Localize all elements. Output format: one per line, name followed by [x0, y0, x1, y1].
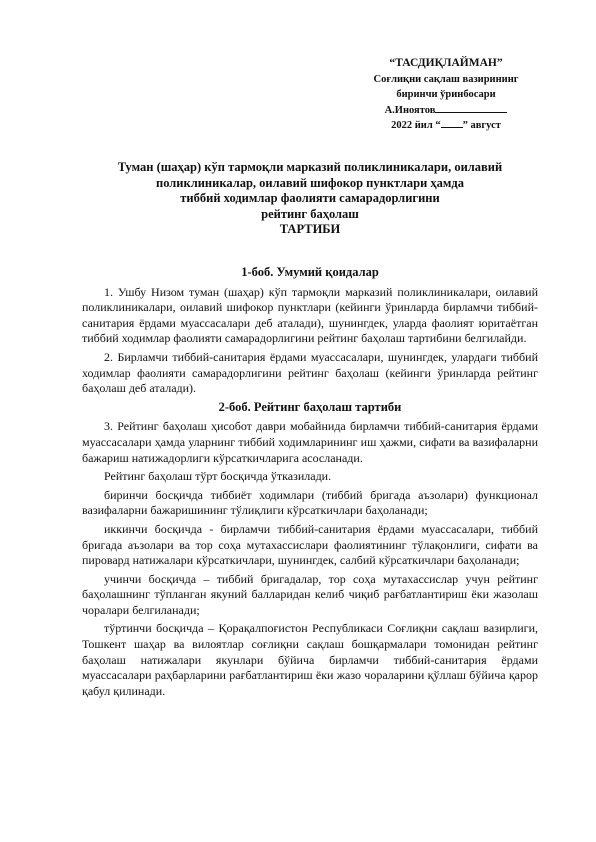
paragraph: учинчи босқичда – тиббий бригадалар, тор соҳа мутахассислар учун рейтинг баҳолашнинг тўпланган якуний балларидан келиб чиқиб рағбатлантириш ёки жазолаш чоралари белгиланади;: [82, 571, 538, 617]
document-title: [82, 160, 538, 238]
paragraph: биринчи босқичда тиббиёт ходимлари (тиббий бригада аъзолари) функционал вазифаларни бажаришининг тўлиқлиги кўрсаткичлари баҳоланади;: [82, 487, 538, 518]
paragraph: иккинчи босқичда - бирламчи тиббий-санитария ёрдами муассасалари, тиббий бригада аъзолари ва тор соҳа мутахассислари фаолиятининг тўлақонлиги, сифати ва пировард натижалари кўрсаткичлари, шунингдек, салбий кўрсаткичлари баҳоланади;: [82, 521, 538, 568]
title-line-5: ТАРТИБИ: [279, 222, 341, 236]
title-line-3: тиббий ходимлар фаолияти самарадорлигини: [180, 191, 440, 205]
title-line-2: поликлиникалар, оилавий шифокор пунктлари ҳамда: [156, 175, 464, 190]
approval-position-line1: Соғлиқни сақлаш вазирининг: [373, 73, 519, 85]
approval-date-suffix: ” август: [462, 120, 501, 131]
paragraph: 3. Рейтинг баҳолаш ҳисобот даври мобайнида бирламчи тиббий-санитария ёрдами муассасалари ҳамда уларнинг тиббий ходимларининг иш ҳажми, сифати ва вазифаларни бажариш натижадорлиги кўрсаткичларига асосланади.: [82, 419, 538, 465]
approval-signer-line: [356, 103, 536, 119]
signature-blank: [435, 103, 507, 113]
approval-position-line2: биринчи ўринбосари: [396, 89, 496, 100]
approval-date-line: [356, 118, 536, 134]
document-body: [82, 262, 538, 702]
approval-date-prefix: 2022 йил “: [391, 120, 441, 131]
title-line-4: рейтинг баҳолаш: [261, 206, 359, 221]
title-line-1: Туман (шаҳар) кўп тармоқли марказий поликлиникалари, оилавий: [117, 160, 503, 174]
approval-signer: А.Иноятов: [384, 104, 436, 116]
paragraph: тўртинчи босқичда – Қорақалпоғистон Республикаси Соғлиқни сақлаш вазирлиги, Тошкент шаҳар ва вилоятлар соғлиқни сақлаш бошқармалари томонидан рейтинг баҳолаш натижалари якунлари бўйича бирламчи тиббий-санитария ёрдами муассасалари раҳбарларини рағбатлантириш ёки жазо чораларини қўллаш бўйича қарор қабул қилинади.: [82, 621, 538, 698]
day-blank: [441, 118, 463, 128]
paragraph: Рейтинг баҳолаш тўрт босқичда ўтказилади.: [104, 469, 332, 484]
approval-title: “ТАСДИҚЛАЙМАН”: [389, 57, 503, 69]
approval-block: [356, 56, 536, 134]
chapter-1-heading: 1-боб. Умумий қоидалар: [241, 265, 379, 279]
paragraph: 1. Ушбу Низом туман (шаҳар) кўп тармоқли марказий поликлиникалари, оилавий поликлиникалари, оилавий шифокор пунктлари (кейинги ўринларда бирламчи тиббий-санитария ёрдами муассасалари деб аталади), шунингдек, уларда фаолият юритаётган тиббий ходимлар фаолияти самарадорлигини рейтинг баҳолаш тартибини белгилайди.: [82, 284, 538, 346]
chapter-2-heading: 2-боб. Рейтинг баҳолаш тартиби: [218, 399, 402, 414]
paragraph: 2. Бирламчи тиббий-санитария ёрдами муассасалари, шунингдек, улардаги тиббий ходимлар фаолияти самарадорлигини рейтинг баҳолаш (кейинги ўринларда рейтинг баҳолаш деб аталади).: [82, 349, 538, 396]
